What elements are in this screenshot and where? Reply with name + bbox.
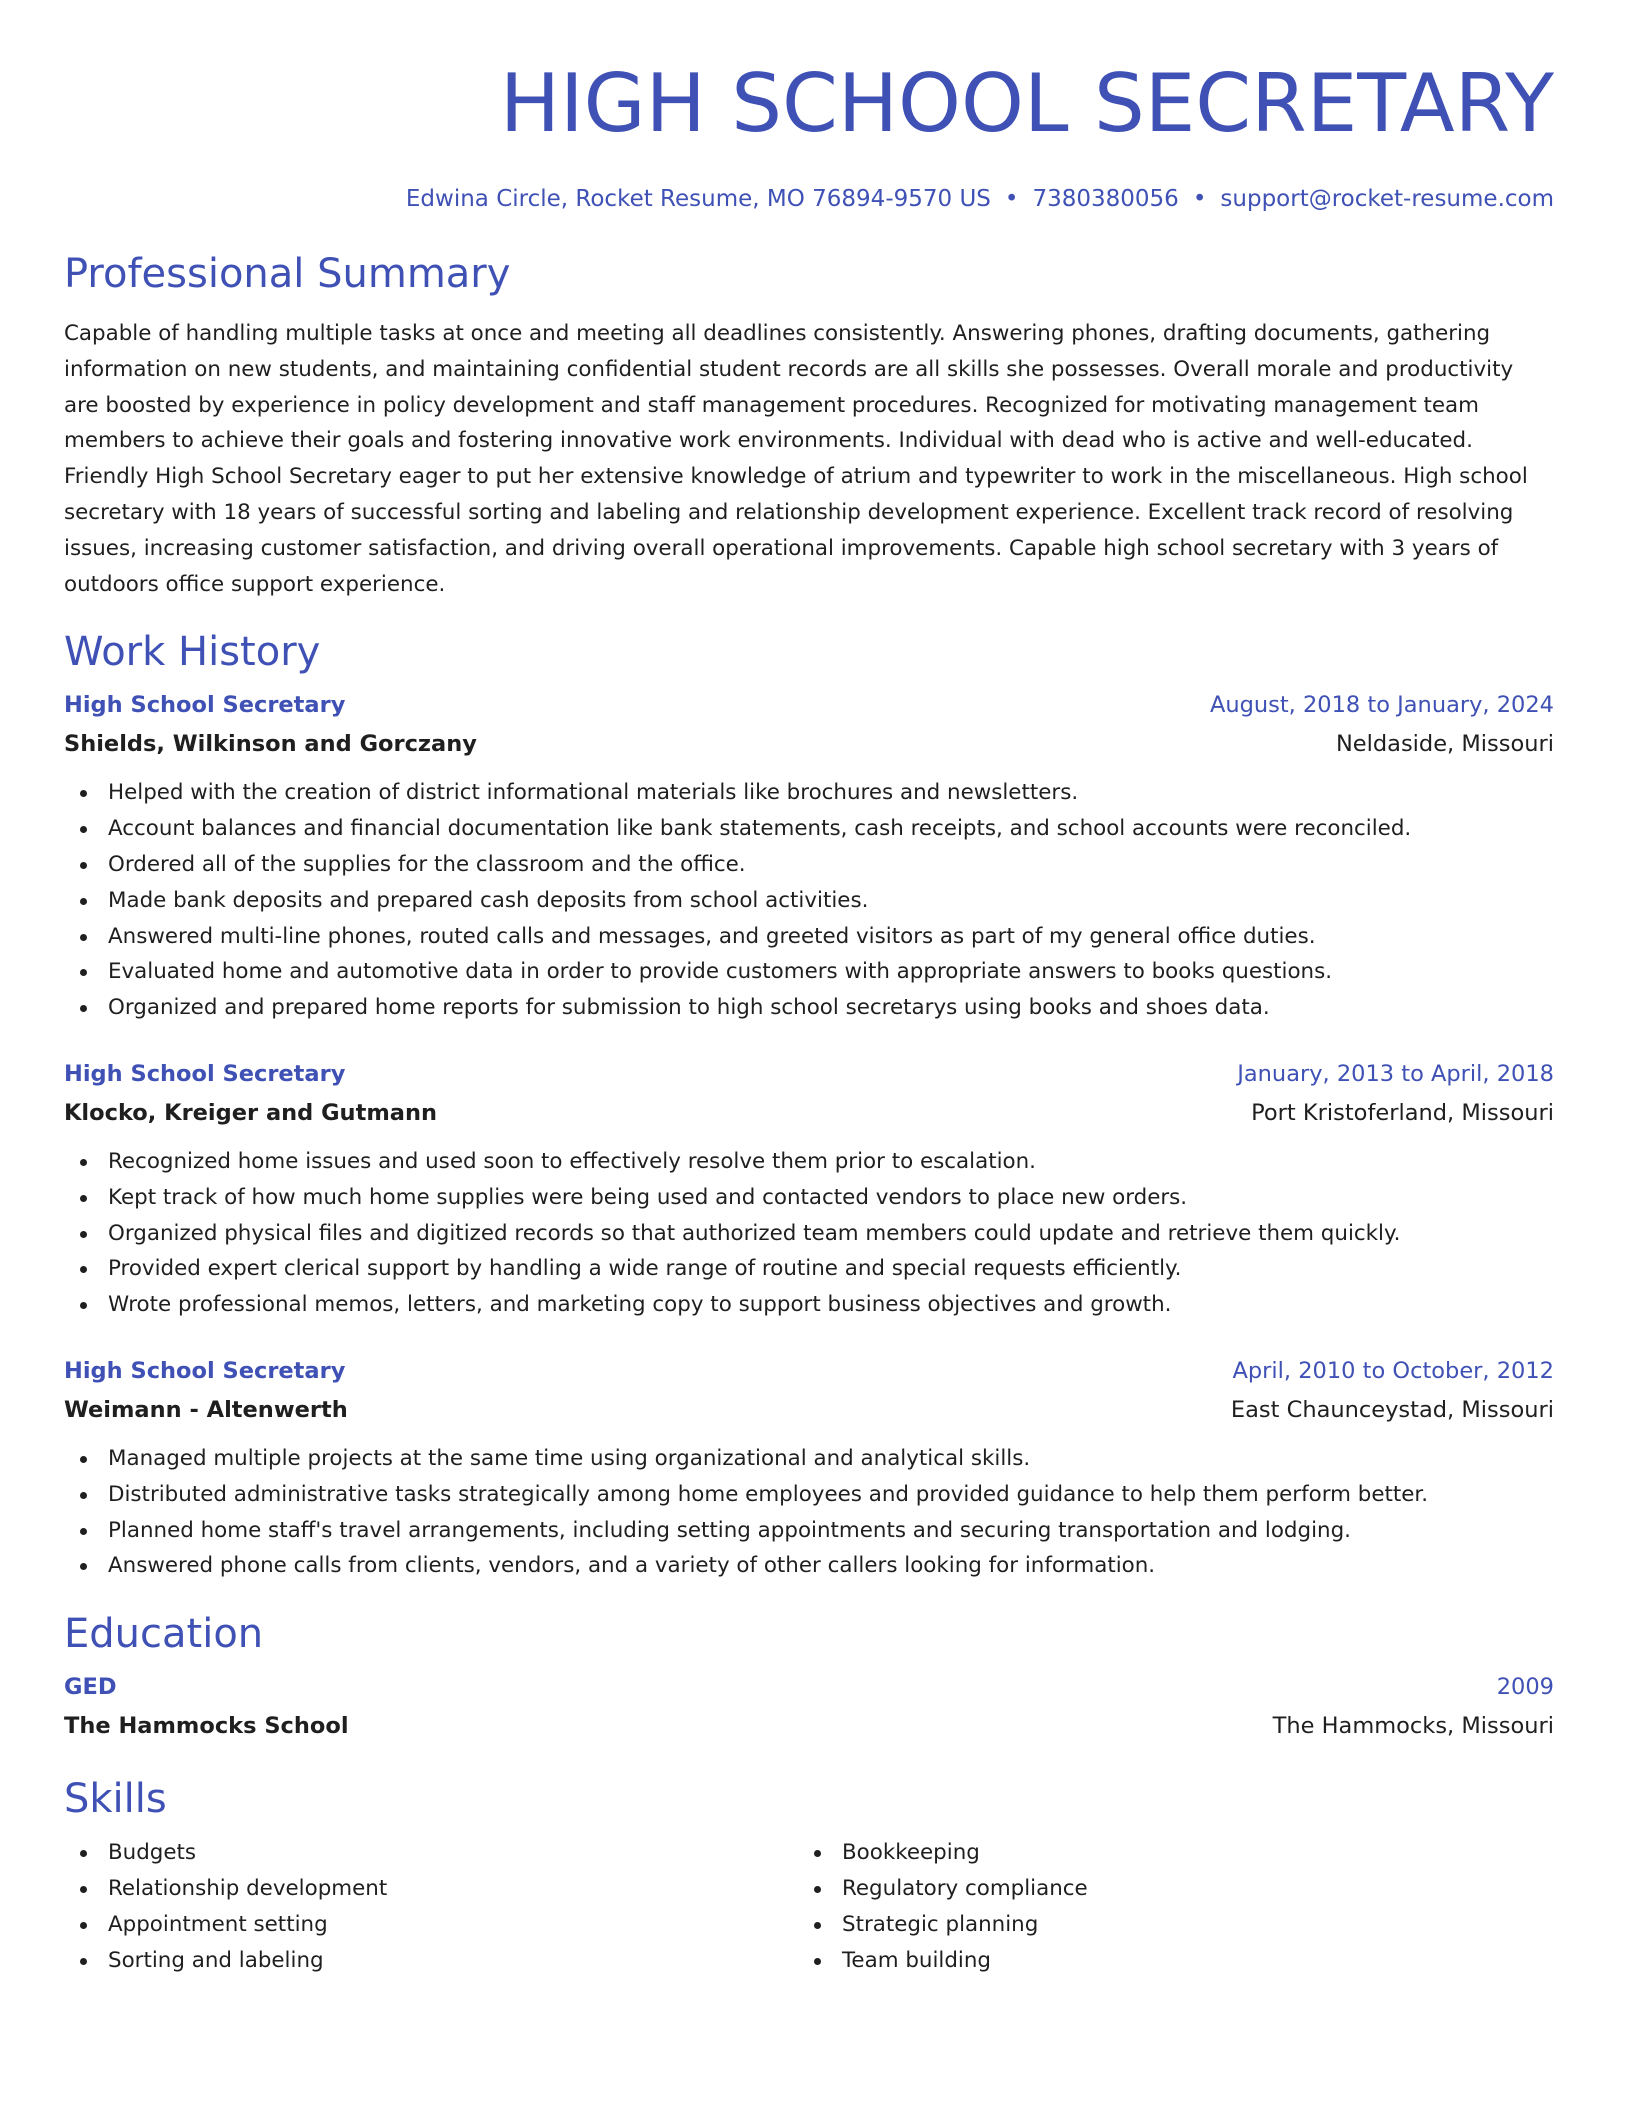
job-entry: [64, 1059, 1554, 1323]
job-company-row: [64, 1098, 1554, 1128]
job-title: High School Secretary: [64, 692, 346, 719]
job-entry: [64, 1356, 1554, 1584]
contact-phone: 7380380056: [1032, 186, 1179, 212]
job-dates: January, 2013 to April, 2018: [1237, 1060, 1554, 1087]
job-company: Shields, Wilkinson and Gorczany: [64, 731, 477, 758]
job-bullets: [64, 1144, 1554, 1323]
skill-item: Appointment setting: [64, 1907, 798, 1943]
job-bullets: [64, 1441, 1554, 1584]
job-bullet: Kept track of how much home supplies were being used and contacted vendors to place new orders.: [64, 1180, 1554, 1216]
education-degree-row: [64, 1672, 1554, 1702]
job-title-row: [64, 1356, 1554, 1386]
skill-item: Budgets: [64, 1835, 798, 1871]
job-bullet: Helped with the creation of district informational materials like brochures and newsletters.: [64, 775, 1554, 811]
education-year: 2009: [1496, 1674, 1554, 1701]
job-bullet: Answered multi-line phones, routed calls and messages, and greeted visitors as part of my general office duties.: [64, 919, 1554, 955]
job-entry: [64, 690, 1554, 1026]
job-bullet: Account balances and financial documentation like bank statements, cash receipts, and school accounts were reconciled.: [64, 811, 1554, 847]
job-company: Weimann - Altenwerth: [64, 1396, 348, 1423]
job-bullet: Evaluated home and automotive data in order to provide customers with appropriate answers to books questions.: [64, 954, 1554, 990]
skill-item: Strategic planning: [798, 1907, 1532, 1943]
summary-text: Capable of handling multiple tasks at once and meeting all deadlines consistently. Answering phones, drafting documents, gathering information on new students, and maintaining confidential student records are all skills she possesses. Overall morale and productivity are boosted by experience in policy development and staff management procedures. Recognized for motivating management team members to achieve their goals and fostering innovative work environments. Individual with dead who is active and well-educated. Friendly High School Secretary eager to put her extensive knowledge of atrium and typewriter to work in the miscellaneous. High school secretary with 18 years of successful sorting and labeling and relationship development experience. Excellent track record of resolving issues, increasing customer satisfaction, and driving overall operational improvements. Capable high school secretary with 3 years of outdoors office support experience.: [64, 321, 1528, 597]
skills-column-right: [798, 1835, 1532, 1978]
skill-item: Team building: [798, 1943, 1532, 1979]
job-location: Port Kristoferland, Missouri: [1251, 1099, 1554, 1126]
job-bullet: Organized physical files and digitized records so that authorized team members could update and retrieve them quickly.: [64, 1216, 1554, 1252]
job-company-row: [64, 729, 1554, 759]
job-bullet: Managed multiple projects at the same time using organizational and analytical skills.: [64, 1441, 1554, 1477]
education-heading: Education: [64, 1611, 264, 1658]
education-school: The Hammocks School: [64, 1713, 349, 1740]
job-title: High School Secretary: [64, 1357, 346, 1384]
job-bullet: Recognized home issues and used soon to effectively resolve them prior to escalation.: [64, 1144, 1554, 1180]
job-bullet: Ordered all of the supplies for the classroom and the office.: [64, 847, 1554, 883]
job-title: High School Secretary: [64, 1060, 346, 1087]
job-location: Neldaside, Missouri: [1335, 731, 1554, 758]
job-company-row: [64, 1395, 1554, 1425]
job-bullet: Distributed administrative tasks strategically among home employees and provided guidance to help them perform better.: [64, 1477, 1554, 1513]
job-dates: April, 2010 to October, 2012: [1232, 1357, 1554, 1384]
job-bullet: Made bank deposits and prepared cash deposits from school activities.: [64, 883, 1554, 919]
skill-item: Bookkeeping: [798, 1835, 1532, 1871]
skill-item: Regulatory compliance: [798, 1871, 1532, 1907]
job-bullet: Answered phone calls from clients, vendors, and a variety of other callers looking for information.: [64, 1548, 1554, 1584]
skills-heading: Skills: [64, 1776, 167, 1823]
job-title-row: [64, 690, 1554, 720]
job-company: Klocko, Kreiger and Gutmann: [64, 1099, 437, 1126]
education-degree: GED: [64, 1674, 117, 1701]
contact-email: support@rocket-resume.com: [1220, 186, 1554, 212]
skills-list: [64, 1835, 1554, 1978]
skill-item: Sorting and labeling: [64, 1943, 798, 1979]
job-bullet: Planned home staff's travel arrangements, including setting appointments and securing transportation and lodging.: [64, 1513, 1554, 1549]
education-entry: [64, 1672, 1554, 1741]
resume-title: HIGH SCHOOL SECRETARY: [499, 57, 1554, 150]
work-history-heading: Work History: [64, 629, 321, 676]
summary-heading: Professional Summary: [64, 251, 511, 297]
contact-separator: •: [1004, 186, 1019, 212]
resume-header: [64, 56, 1554, 214]
contact-address: Edwina Circle, Rocket Resume, MO 76894-9570 US: [405, 186, 991, 212]
education-location: The Hammocks, Missouri: [1272, 1713, 1554, 1740]
job-bullets: [64, 775, 1554, 1026]
skills-column-left: [64, 1835, 798, 1978]
job-bullet: Provided expert clerical support by handling a wide range of routine and special requests efficiently.: [64, 1251, 1554, 1287]
job-bullet: Wrote professional memos, letters, and marketing copy to support business objectives and growth.: [64, 1287, 1554, 1323]
job-bullet: Organized and prepared home reports for submission to high school secretarys using books and shoes data.: [64, 990, 1554, 1026]
job-title-row: [64, 1059, 1554, 1089]
job-dates: August, 2018 to January, 2024: [1209, 692, 1554, 719]
skill-item: Relationship development: [64, 1871, 798, 1907]
job-location: East Chaunceystad, Missouri: [1230, 1396, 1554, 1423]
contact-separator: •: [1192, 186, 1207, 212]
contact-line: [64, 184, 1554, 214]
education-school-row: [64, 1711, 1554, 1741]
